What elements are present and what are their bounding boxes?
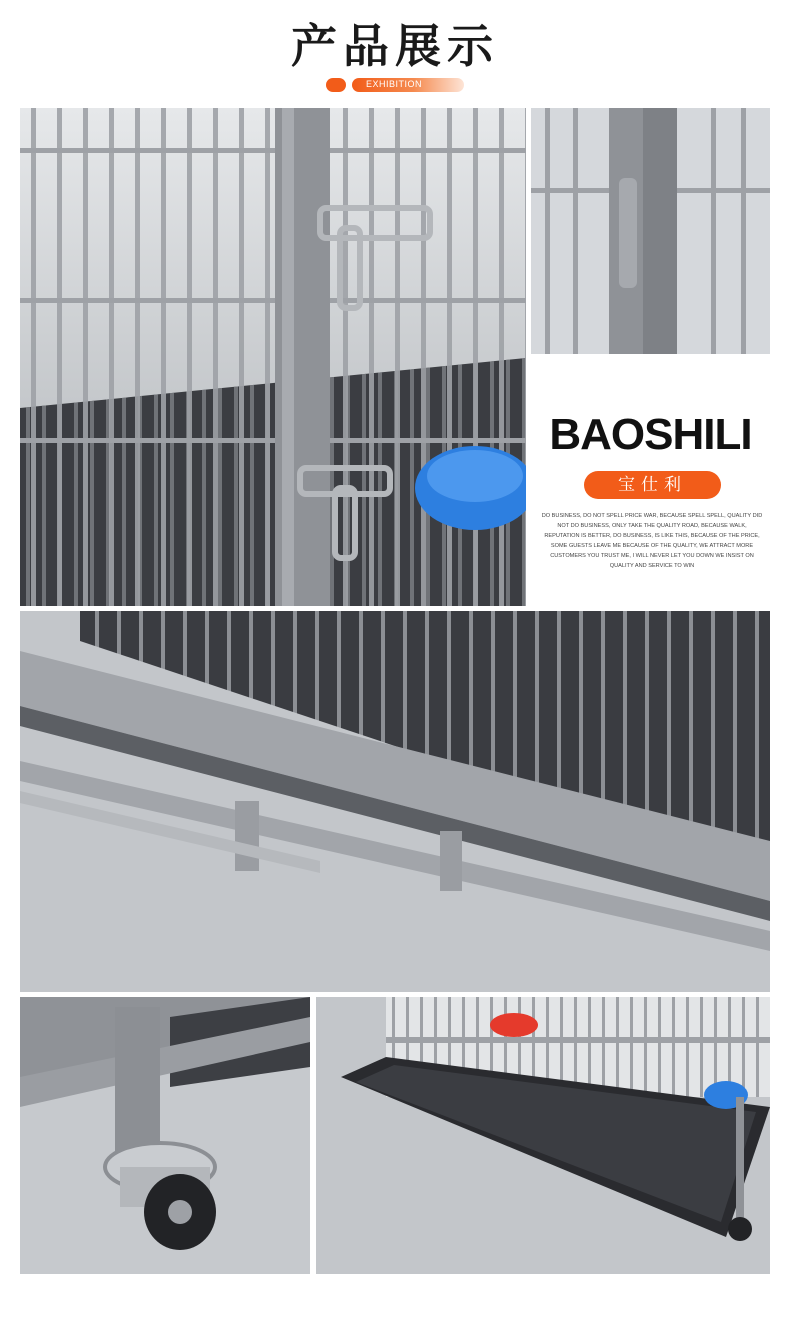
cage-hinge-photo	[531, 108, 770, 354]
cage-tray-photo	[316, 997, 770, 1274]
page-title: 产品展示	[291, 19, 499, 73]
brand-name: BAOSHILI	[549, 410, 752, 459]
exhibition-label: EXHIBITION	[366, 79, 423, 89]
badge-dot	[326, 78, 346, 92]
cage-frame-photo	[20, 611, 770, 992]
exhibition-badge	[326, 78, 464, 92]
caster-wheel-photo	[20, 997, 310, 1274]
cage-door-latch-photo	[20, 108, 526, 606]
brand-chinese-badge: 宝仕利	[584, 471, 721, 499]
brand-blurb: DO BUSINESS, DO NOT SPELL PRICE WAR, BECAUSE SPELL SPELL, QUALITY DID NOT DO BUSINESS, ONLY TAKE THE QUALITY ROAD, BECAUSE WALK, REPUTATION IS BETTER, DO BUSINESS, IS LIKE THIS, BECAUSE OF THE PRICE, SOME GUESTS LEAVE ME BECAUSE OF THE QUALITY, WE ATTRACT MORE CUSTOMERS YOU TRUST ME, I WILL NEVER LET YOU DOWN WE INSIST ON QUALITY AND SERVICE TO WIN	[541, 513, 763, 569]
